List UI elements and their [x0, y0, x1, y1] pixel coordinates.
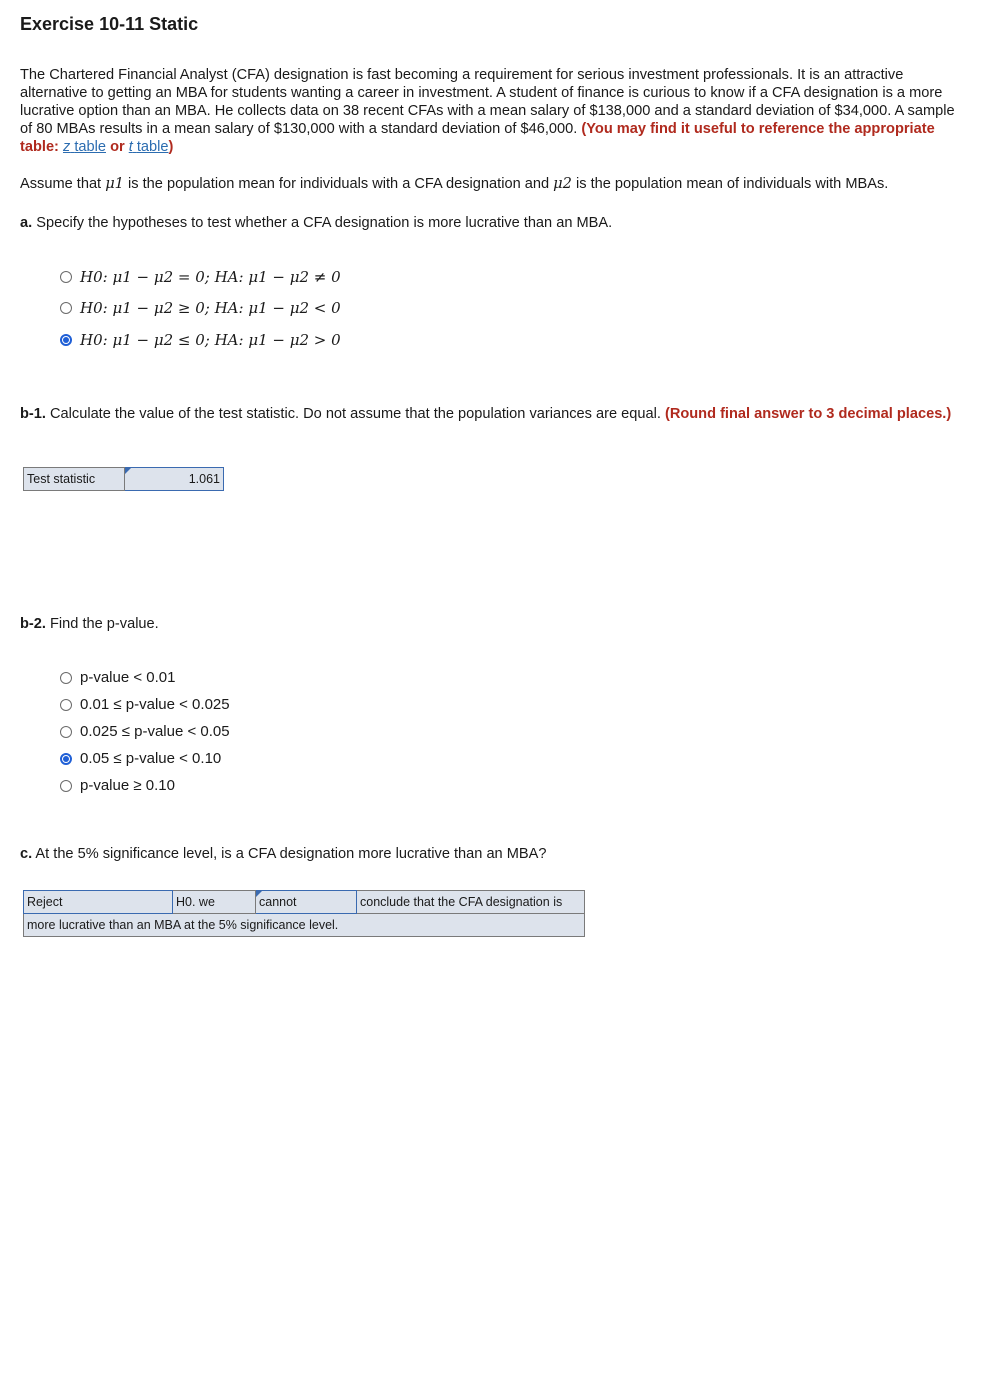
- decision-dropdown[interactable]: Reject: [24, 891, 173, 914]
- radio-button[interactable]: [60, 302, 72, 314]
- radio-button[interactable]: [60, 271, 72, 283]
- part-a-question: a. Specify the hypotheses to test whether a CFA designation is more lucrative than an MBA.: [20, 215, 613, 231]
- part-b2-question: b-2. Find the p-value.: [20, 616, 159, 632]
- pvalue-option-3[interactable]: 0.025 ≤ p-value < 0.05: [60, 723, 230, 740]
- page-title: Exercise 10-11 Static: [20, 14, 199, 34]
- mu2-symbol: μ2: [553, 175, 572, 192]
- mu1-symbol: μ1: [105, 175, 124, 192]
- rounding-note: (Round final answer to 3 decimal places.): [664, 406, 952, 422]
- assumption-text: Assume that μ1 is the population mean for individuals with a CFA designation and μ2 is the population mean of individuals with MBAs.: [20, 175, 889, 192]
- h0-we-label: H0. we: [173, 891, 256, 914]
- test-statistic-label: Test statistic: [24, 468, 125, 491]
- table-reference-note: (You may find it useful to reference the appropriate table: z table or t table): [20, 121, 935, 155]
- problem-intro: [20, 66, 960, 156]
- radio-button[interactable]: [60, 672, 72, 684]
- t-table-link[interactable]: t table: [128, 139, 169, 155]
- radio-button-selected[interactable]: [60, 753, 72, 765]
- intro-text: The Chartered Financial Analyst (CFA) designation is fast becoming a requirement for serious investment professionals. It is an attractive alternative to getting an MBA for students wanting a career in investment. A student of finance is curious to know if a CFA designation is a more lucrative option than an MBA. He collects data on 38 recent CFAs with a mean salary of $138,000 and a standard deviation of $34,000. A sample of 80 MBAs results in a mean salary of $130,000 with a standard deviation of $46,000.: [20, 67, 955, 137]
- conclude-text: conclude that the CFA designation is: [357, 891, 585, 914]
- test-statistic-table: [23, 467, 224, 491]
- conclusion-table: [23, 890, 585, 937]
- pvalue-option-4[interactable]: 0.05 ≤ p-value < 0.10: [60, 750, 221, 767]
- part-c-question: c. At the 5% significance level, is a CFA designation more lucrative than an MBA?: [20, 846, 547, 862]
- pvalue-option-1[interactable]: p-value < 0.01: [60, 669, 176, 686]
- hypothesis-option-3[interactable]: H0: μ1 − μ2 ≤ 0; HA: μ1 − μ2 > 0: [60, 331, 341, 349]
- hypothesis-option-2[interactable]: H0: μ1 − μ2 ≥ 0; HA: μ1 − μ2 < 0: [60, 299, 341, 317]
- reference-prefix: (You may find it useful to reference the appropriate table:: [20, 121, 935, 155]
- part-b1-question: b-1. Calculate the value of the test statistic. Do not assume that the population variances are equal. (Round final answer to 3 decimal places.): [20, 406, 952, 422]
- test-statistic-input[interactable]: 1.061: [125, 468, 224, 491]
- radio-button[interactable]: [60, 726, 72, 738]
- radio-button[interactable]: [60, 780, 72, 792]
- conclusion-line: more lucrative than an MBA at the 5% significance level.: [24, 914, 585, 937]
- pvalue-option-5[interactable]: p-value ≥ 0.10: [60, 777, 175, 794]
- or-text: or: [110, 139, 125, 155]
- pvalue-option-2[interactable]: 0.01 ≤ p-value < 0.025: [60, 696, 230, 713]
- hypothesis-option-1[interactable]: H0: μ1 − μ2 = 0; HA: μ1 − μ2 ≠ 0: [60, 268, 341, 286]
- radio-button-selected[interactable]: [60, 334, 72, 346]
- z-table-link[interactable]: z table: [62, 139, 106, 155]
- can-cannot-dropdown[interactable]: cannot: [256, 891, 357, 914]
- radio-button[interactable]: [60, 699, 72, 711]
